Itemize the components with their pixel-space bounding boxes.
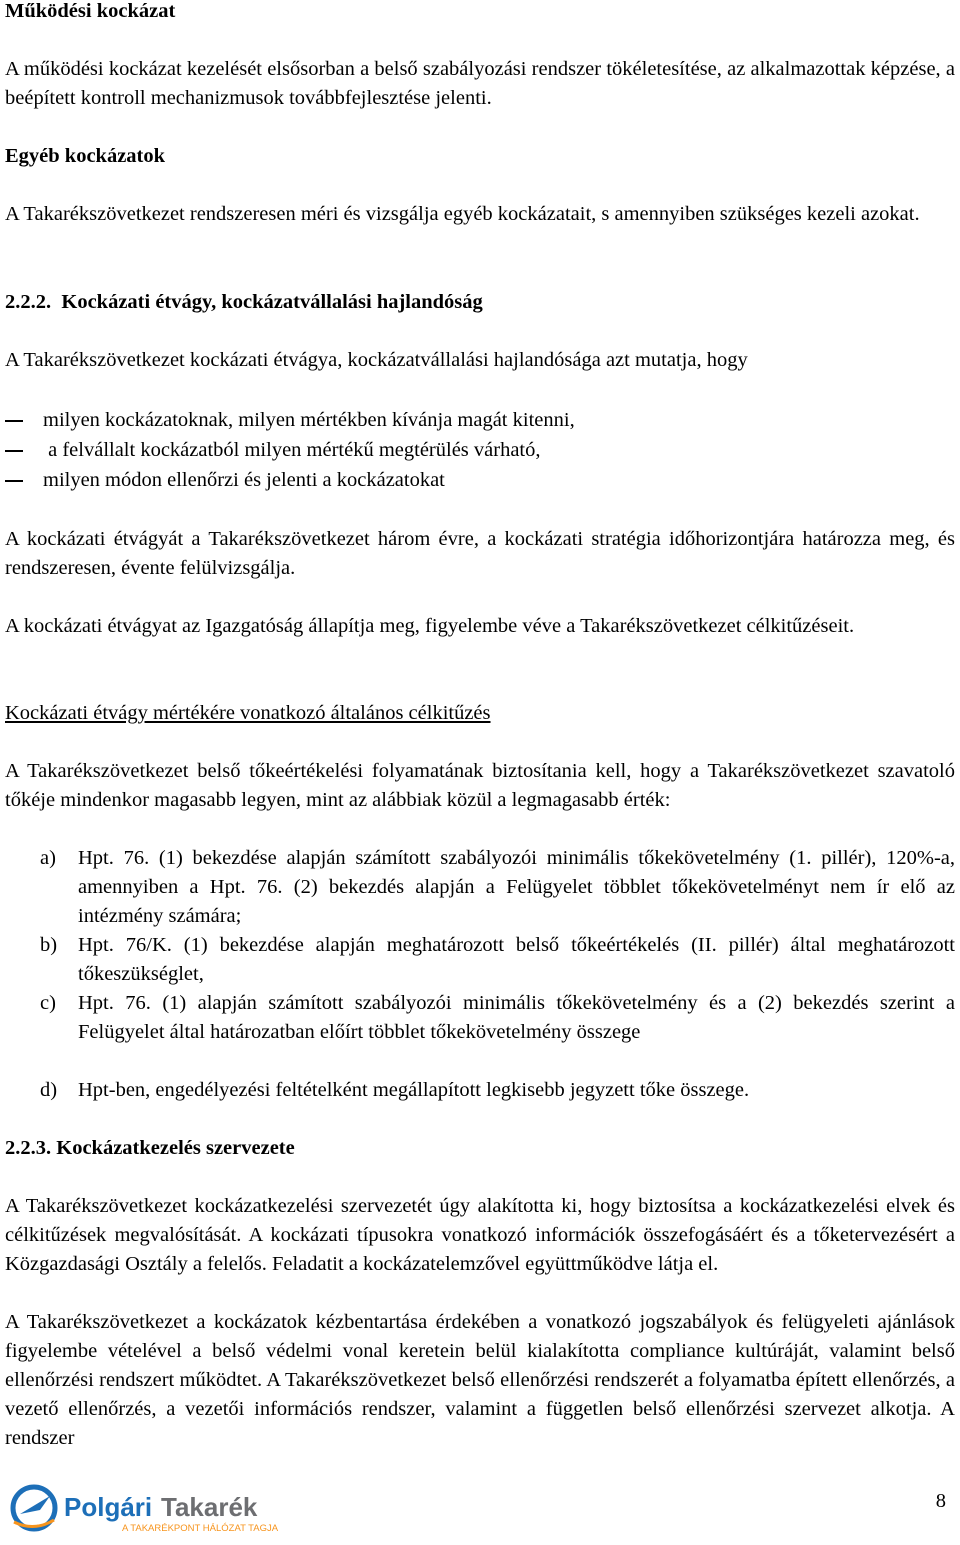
logo-name-right: Takarék	[161, 1492, 258, 1522]
heading-operational-risk: Működési kockázat	[5, 0, 176, 22]
section-number: 2.2.3.	[5, 1137, 52, 1159]
subheading-appetite-objective: Kockázati étvágy mértékére vonatkozó általános célkitűzés	[5, 702, 491, 724]
list-item-text: milyen kockázatoknak, milyen mértékben kívánja magát kitenni,	[43, 409, 575, 431]
dash-bullet	[5, 480, 23, 482]
enum-text: Hpt. 76/K. (1) bekezdése alapján meghatározott belső tőkeértékelés (II. pillér) által meghatározott tőkeszükséglet,	[78, 934, 955, 985]
enum-label: d)	[40, 1079, 58, 1101]
enum-label: c)	[40, 992, 56, 1014]
section-title: Kockázatkezelés szervezete	[56, 1137, 295, 1159]
page-number: 8	[935, 1490, 946, 1512]
section-heading-risk-organization	[5, 1134, 955, 1163]
enum-label: a)	[40, 847, 56, 869]
heading-other-risks: Egyéb kockázatok	[5, 145, 166, 167]
paragraph-operational-risk: A működési kockázat kezelését elsősorban a belső szabályozási rendszer tökéletesítése, az alkalmazottak képzése, a beépített kontroll mechanizmusok továbbfejlesztése jelenti.	[5, 58, 955, 109]
enum-text: Hpt. 76. (1) bekezdése alapján számított szabályozói minimális tőkekövetelmény (1. pillér), 120%-a, amennyiben a Hpt. 76. (2) bekezdés alapján a Felügyelet többlet tőkekövetelményt nem ír elő az intézmény számára;	[78, 847, 955, 927]
enum-text: Hpt-ben, engedélyezési feltételként megállapított legkisebb jegyzett tőke összege.	[78, 1079, 750, 1101]
section-heading-risk-appetite	[5, 288, 955, 317]
list-item-text: milyen módon ellenőrzi és jelenti a kockázatokat	[43, 469, 445, 491]
paragraph-appetite-intro: A Takarékszövetkezet kockázati étvágya, kockázatvállalási hajlandósága azt mutatja, hogy	[5, 349, 748, 371]
polgari-takarek-logo	[10, 1484, 300, 1536]
paragraph-other-risks: A Takarékszövetkezet rendszeresen méri és vizsgálja egyéb kockázatait, s amennyiben szükséges kezeli azokat.	[5, 203, 920, 225]
enum-label: b)	[40, 934, 58, 956]
paragraph-internal-control: A Takarékszövetkezet a kockázatok kézbentartása érdekében a vonatkozó jogszabályok és felügyeleti ajánlások figyelembe vételével a belső védelmi vonal keretein belül kialakította compliance kultúráját, valamint belső ellenőrzési rendszert működtet. A Takarékszövetkezet belső ellenőrzési rendszerét a folyamatba épített ellenőrzés, a vezető ellenőrzés, a vezetői információs rendszer, valamint a független belső ellenőrzési szervezet alkotja. A rendszer	[5, 1311, 955, 1449]
logo-mark-icon	[10, 1484, 300, 1536]
dash-bullet	[5, 420, 23, 422]
paragraph-organization: A Takarékszövetkezet kockázatkezelési szervezetét úgy alakította ki, hogy biztosítsa a kockázatkezelési elvek és célkitűzések megvalósítását. A kockázati típusokra vonatkozó információk összefogásáért és a tőketervezésért a Közgazdasági Osztály a felelős. Feladatit a kockázatelemzővel együttműködve látja el.	[5, 1195, 955, 1275]
paragraph-capital-requirement: A Takarékszövetkezet belső tőkeértékelési folyamatának biztosítania kell, hogy a Takarékszövetkezet szavatoló tőkéje mindenkor magasabb legyen, mint az alábbiak közül a legmagasabb érték:	[5, 760, 955, 811]
dash-bullet	[5, 450, 23, 452]
paragraph-appetite-board: A kockázati étvágyat az Igazgatóság állapítja meg, figyelembe véve a Takarékszövetkezet célkitűzéseit.	[5, 615, 855, 637]
section-title: Kockázati étvágy, kockázatvállalási hajlandóság	[61, 291, 483, 313]
logo-tagline: A TAKARÉKPONT HÁLÓZAT TAGJA	[122, 1523, 279, 1534]
list-item-text: a felvállalt kockázatból milyen mértékű megtérülés várható,	[43, 439, 541, 461]
enum-text: Hpt. 76. (1) alapján számított szabályozói minimális tőkekövetelmény és a (2) bekezdés szerint a Felügyelet által határozatban előírt többlet tőkekövetelmény összege	[78, 992, 955, 1043]
paragraph-appetite-horizon: A kockázati étvágyát a Takarékszövetkezet három évre, a kockázati stratégia időhorizontjára határozza meg, és rendszeresen, évente felülvizsgálja.	[5, 528, 955, 579]
logo-name-left: Polgári	[64, 1492, 153, 1522]
section-number: 2.2.2.	[5, 291, 52, 313]
